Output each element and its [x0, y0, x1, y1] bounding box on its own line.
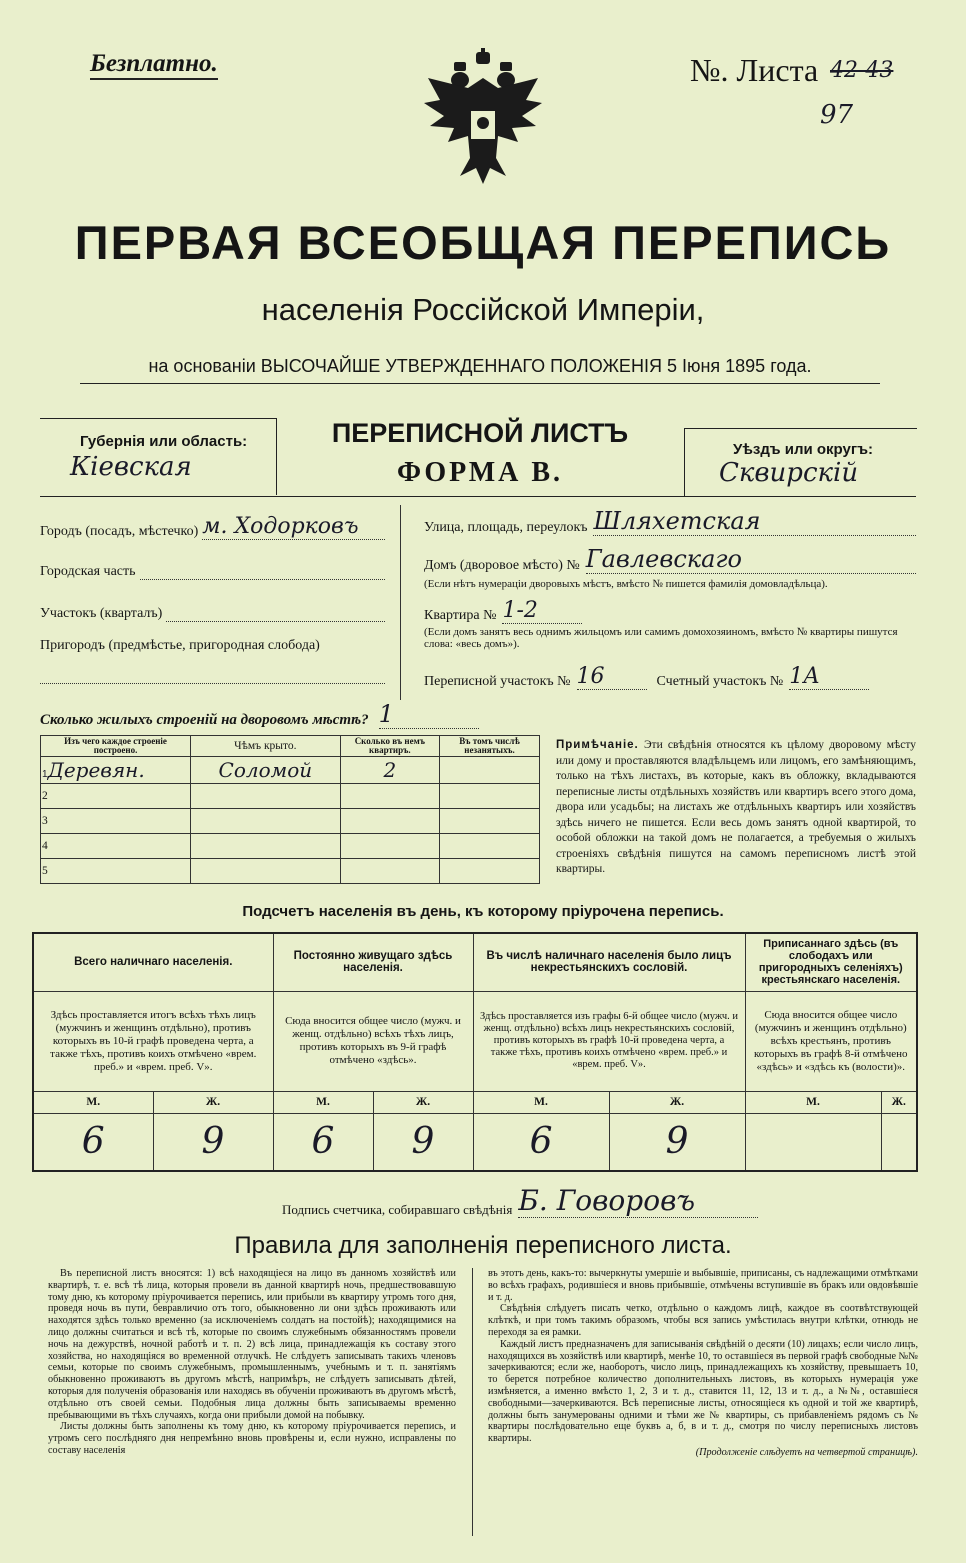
- row4-material: 4: [41, 834, 191, 859]
- town-part-row: [40, 556, 385, 580]
- buildings-table: [40, 735, 540, 884]
- table-row: [41, 784, 540, 809]
- pop-col4-f-label: Ж.: [881, 1091, 917, 1113]
- pop-col4-f: [881, 1113, 917, 1171]
- sheet-title: ПЕРЕПИСНОЙ ЛИСТЪ: [331, 418, 629, 448]
- sheet-number-label: №. Листа: [690, 52, 819, 88]
- population-table: [32, 932, 918, 1172]
- pop-col3-desc: Здѣсь проставляется изъ графы 6-й общее число (мужч. и женщ. отдѣльно) всѣхъ лицъ некрестьянскихъ сословій, противъ которыхъ въ графѣ 10-й проведена черта, а также тѣхъ, противъ коихъ отмѣчено «врем. преб.» и «врем. преб. V».: [473, 991, 745, 1091]
- signature-value: Б. Говоровъ: [518, 1184, 758, 1218]
- pop-col1-f-label: Ж.: [153, 1091, 273, 1113]
- rules-col1-para2: Листы должны быть заполнены къ тому дню, къ которому пріурочивается перепись, и утромъ сего послѣдняго дня непремѣнно вновь провѣрены и, если нужно, исправлены по составу населенія: [48, 1421, 456, 1456]
- apartment-value: 1-2: [502, 598, 582, 624]
- population-title: Подсчетъ населенія въ день, къ которому пріурочена перепись.: [242, 903, 724, 920]
- pop-col4-desc: Сюда вносится общее число (мужчинъ и женщинъ отдѣльно) всѣхъ крестьянъ, противъ которыхъ въ графѣ 8-й отмѣчено «здѣсь» и «здѣсь къ (волости)».: [745, 991, 917, 1091]
- population-head-row: [33, 933, 917, 991]
- free-label: Безплатно.: [90, 50, 218, 80]
- buildings-answer: 1: [379, 700, 479, 729]
- sheet-title-block: [280, 418, 680, 489]
- buildings-note: [556, 738, 916, 878]
- apartment-note: (Если домъ занятъ весь однимъ жильцомъ или самимъ домохозяиномъ, вмѣсто № квартиры пишутся слова: «весь домъ»).: [424, 626, 898, 650]
- province-value: Кіевская: [70, 452, 192, 482]
- location-left: [40, 514, 385, 684]
- double-headed-eagle-icon: [418, 48, 548, 188]
- pop-col3-head: Въ числѣ наличнаго населенія было лицъ некрестьянскихъ сословій.: [473, 933, 745, 991]
- col-empty-head: Въ томъ числѣ незанятыхъ.: [440, 736, 540, 757]
- town-value: м. Ходорковъ: [202, 514, 385, 540]
- apartment-row: [424, 598, 916, 624]
- census-district-value: 16: [577, 664, 647, 690]
- main-title: ПЕРВАЯ ВСЕОБЩАЯ ПЕРЕПИСЬ: [74, 216, 892, 269]
- signature-label: Подпись счетчика, собиравшаго свѣдѣнія: [282, 1202, 513, 1217]
- table-row: [41, 809, 540, 834]
- pop-col3-f: 9: [609, 1113, 745, 1171]
- street-value: Шляхетская: [593, 507, 916, 536]
- suburb-label: Пригородъ (предмѣстье, пригородная слобода): [40, 638, 320, 653]
- district-box: [684, 428, 917, 497]
- section-label: Участокъ (кварталъ): [40, 606, 163, 621]
- street-label: Улица, площадь, переулокъ: [424, 520, 588, 535]
- province-box: [40, 418, 277, 495]
- town-part-label: Городская часть: [40, 564, 136, 579]
- house-note: (Если нѣтъ нумераціи дворовыхъ мѣстъ, вмѣсто № пишется фамилія домовладѣльца).: [424, 578, 828, 590]
- town-label: Городъ (посадъ, мѣстечко): [40, 524, 199, 539]
- pop-col1-f: 9: [153, 1113, 273, 1171]
- pop-col3-f-label: Ж.: [609, 1091, 745, 1113]
- buildings-question: Сколько жилыхъ строеній на дворовомъ мѣстѣ?: [40, 712, 369, 728]
- sheet-number-crossed: 42-43: [830, 58, 894, 83]
- rules-continued: (Продолженіе слѣдуетъ на четвертой страницѣ).: [695, 1446, 918, 1458]
- row1-roof: Соломой: [191, 757, 341, 784]
- census-district-label: Переписной участокъ №: [424, 674, 571, 689]
- house-label: Домъ (дворовое мѣсто) №: [424, 558, 580, 573]
- district-value: Сквирскій: [719, 458, 859, 488]
- pop-col2-m: 6: [273, 1113, 373, 1171]
- province-label: Губернія или область:: [80, 433, 248, 450]
- pop-col2-desc: Сюда вносится общее число (мужч. и женщ. отдѣльно) всѣхъ тѣхъ лицъ, противъ которыхъ въ 9-й графѣ отмѣчено «здѣсь».: [273, 991, 473, 1091]
- row1-material: 1Деревян.: [41, 757, 191, 784]
- table-row: [41, 834, 540, 859]
- row1-apts: 2: [340, 757, 439, 784]
- table-row: [41, 859, 540, 884]
- rules-col1-para1: Въ переписной листъ вносятся: 1) всѣ находящіеся на лицо въ данномъ хозяйствѣ или квартирѣ, т. е. всѣ тѣ лица, которыя провели въ данной квартирѣ ночь, предшествовавшую тому дню, къ которому пріурочивается перепись, или прибыли въ квартиру утромъ того дня, проведя ночь въ пути, бевравличио отъ того, обыкновенно ли они здѣсь проживають или находятся здѣсь только временно (за исключеніемъ солдатъ на постойѣ); находящимися на лицо должны считаться и всѣ тѣ, которые по своимъ служебнымъ обязанностямъ провели ночь на дежурствѣ, ночной работѣ и т. п. 2) всѣ лица, принадлежащія къ составу этого хозяйства, но находящіяся во временной отлучкѣ. Не слѣдуетъ записывать такихъ членовъ семьи, которые по своимъ служебнымъ, промышленнымъ, учебнымъ и т. п. занятіямъ обыкновенно проживаютъ въ другомъ мѣстѣ, напримѣръ, не слѣдуетъ записывать дѣтей, которыя для полученія образованія или находясь въ обученіи проживаютъ въ другомъ мѣстѣ, отдѣльно отъ своей семьи. Подобныя лица должны быть записываемы временно пребывающими въ тѣхъ случаяхъ, когда они прибыли домой на побывку.: [48, 1268, 456, 1421]
- col-apts-head: Сколько въ немъ квартиръ.: [340, 736, 439, 757]
- subtitle: населенія Россійской Имперіи,: [261, 292, 705, 327]
- section-row: [40, 598, 385, 622]
- population-desc-row: [33, 991, 917, 1091]
- apartment-label: Квартира №: [424, 608, 497, 623]
- population-mf-row: [33, 1091, 917, 1113]
- rules-col2-para2: Свѣдѣнія слѣдуетъ писать четко, отдѣльно о каждомъ лицѣ, каждое въ соотвѣтствующей клѣткѣ, и при томъ такимъ образомъ, чтобы вся запись умѣстилась внутри клѣтки, отнюдь не переходя за ея рамки.: [488, 1303, 918, 1338]
- note-title: Примѣчаніе.: [556, 739, 639, 751]
- basis-line: на основаніи ВЫСОЧАЙШЕ УТВЕРЖДЕННАГО ПОЛОЖЕНІЯ 5 Іюня 1895 года.: [80, 356, 880, 384]
- note-text: Эти свѣдѣнія относятся къ цѣлому дворовому мѣсту или дому и проставляются владѣльцемъ или лицомъ, его замѣняющимъ, только на тѣхъ листахъ, въ которые, какъ въ обложку, вкладываются переписные листы отдѣльныхъ хозяйствъ или квартиръ всего этого дома, двора или усадьбы; на листахъ же отдѣльныхъ квартиръ или хозяйствъ здѣсь ничего не пишется. Если весь домъ занятъ одной квартирой, то особой обложки на такой домъ не полагается, а требуемыя о жилыхъ строеніяхъ свѣдѣнія пишутся на самомъ переписномъ листѣ этой квартиры.: [556, 739, 917, 875]
- row3-material: 3: [41, 809, 191, 834]
- rules-column-1: [48, 1268, 456, 1457]
- rules-title: Правила для заполненія переписного листа.: [234, 1232, 732, 1259]
- pop-col2-f: 9: [373, 1113, 473, 1171]
- pop-col4-m-label: М.: [745, 1091, 881, 1113]
- suburb-row: [40, 638, 385, 662]
- pop-col1-m: 6: [33, 1113, 153, 1171]
- pop-col2-f-label: Ж.: [373, 1091, 473, 1113]
- sheet-number-handwritten: 97: [820, 100, 854, 130]
- table-row: [41, 757, 540, 784]
- pop-col1-desc: Здѣсь проставляется итогъ всѣхъ тѣхъ лицъ (мужчинъ и женщинъ отдѣльно), противъ которыхъ въ 10-й графѣ проведена черта, а также тѣхъ, противъ коихъ отмѣчено «врем. преб.» и «врем. преб. V».: [33, 991, 273, 1091]
- form-label: ФОРМА В.: [396, 457, 564, 488]
- pop-col4-head: Приписаннаго здѣсь (въ слободахъ или пригородныхъ селеніяхъ) крестьянскаго населенія.: [745, 933, 917, 991]
- census-district-row: [424, 662, 916, 690]
- population-values-row: [33, 1113, 917, 1171]
- house-row: [424, 546, 916, 574]
- row1-empty: [440, 757, 540, 784]
- rules-col2-para3: Каждый листъ предназначенъ для записыванія свѣдѣній о десяти (10) лицахъ; если число лицъ, находящихся въ хозяйствѣ или квартирѣ, менѣе 10, то оставшіеся въ первой графѣ свободные №№ зачеркиваются; если же, наоборотъ, число лицъ, принадлежащихъ къ хозяйству, превышаетъ 10, то берется потребное количество дополнительныхъ листовъ, въ которыхъ нумерація уже измѣняется, а именно вмѣсто 1, 2, 3 и т. д., ставится 11, 12, 13 и т. д., а №№, оставшіеся свободными—зачеркиваются. Всѣ переписные листы, относящіеся къ одной и той же квартирѣ, должны быть занумерованы одними и тѣми же № квартиры, съ прибавленіемъ рядомъ съ № квартиры послѣдовательно еще буквъ а, б, в и т. д., смотря по числу переписныхъ листовъ квартиры.: [488, 1338, 918, 1445]
- pop-col1-head: Всего наличнаго населенія.: [33, 933, 273, 991]
- district-label: Уѣздъ или округъ:: [733, 441, 874, 458]
- pop-col3-m: 6: [473, 1113, 609, 1171]
- pop-col2-head: Постоянно живущаго здѣсь населенія.: [273, 933, 473, 991]
- pop-col3-m-label: М.: [473, 1091, 609, 1113]
- counting-district-value: 1А: [789, 664, 869, 690]
- location-divider: [400, 505, 401, 700]
- location-right: [424, 508, 916, 690]
- pop-col4-m: [745, 1113, 881, 1171]
- rules-divider: [472, 1268, 473, 1536]
- pop-col1-m-label: М.: [33, 1091, 153, 1113]
- row5-material: 5: [41, 859, 191, 884]
- signature-row: [282, 1184, 758, 1218]
- rules-column-2: [488, 1268, 918, 1459]
- buildings-header-row: [41, 736, 540, 757]
- house-value: Гавлевскаго: [586, 545, 916, 574]
- town-row: [40, 514, 385, 540]
- pop-col2-m-label: М.: [273, 1091, 373, 1113]
- street-row: [424, 508, 916, 536]
- header-divider: [40, 496, 916, 497]
- row2-material: 2: [41, 784, 191, 809]
- rules-col2-para1: въ этотъ день, какъ-то: вычеркнуты умершіе и выбывшіе, приписаны, съ надлежащими отмѣтками во всѣхъ графахъ, родившіеся и вновь прибывшіе, отмѣчены вступившіе въ бракъ или овдовѣвшіе и т. д.: [488, 1268, 918, 1303]
- counting-district-label: Счетный участокъ №: [656, 674, 784, 689]
- col-material-head: Изъ чего каждое строеніе построено.: [41, 736, 191, 757]
- buildings-question-row: [40, 700, 479, 729]
- col-roof-head: Чѣмъ крыто.: [191, 736, 341, 757]
